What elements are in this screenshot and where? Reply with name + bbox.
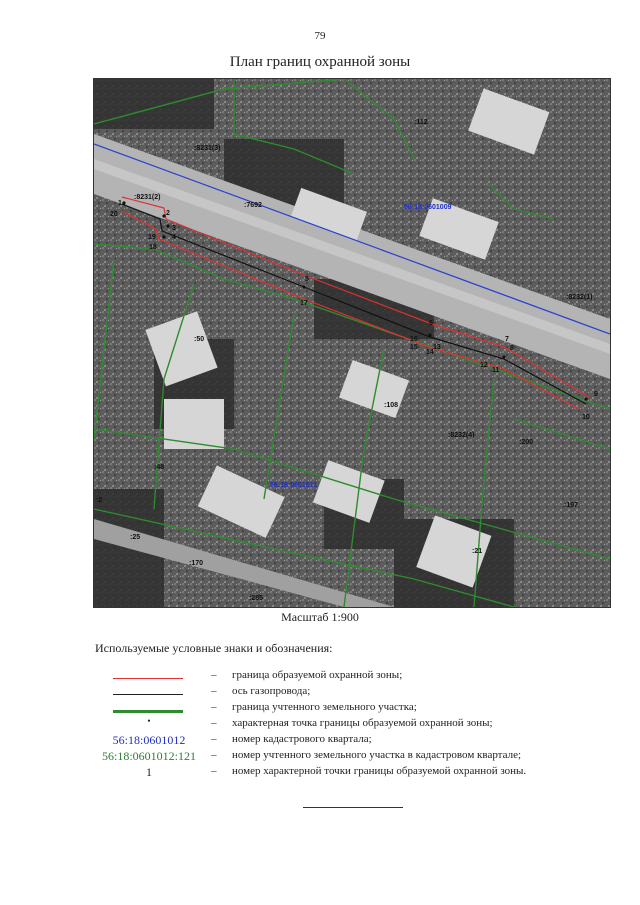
map-svg: [94, 79, 610, 607]
page-number: 79: [314, 30, 326, 42]
parcel-label: :285: [249, 595, 264, 602]
legend-symbol-parcel-number: 56:18:0601012:121: [101, 749, 196, 763]
parcel-label: :21: [472, 548, 483, 555]
legend-row-parcel-number: 56:18:0601012:121 – номер учтенного земельного участка в кадастровом квартале;: [95, 749, 615, 765]
legend-symbol-quarter-number: 56:18:0601012: [112, 733, 186, 747]
quarter-label: 56:18:0601009: [404, 204, 452, 211]
point-label: 12: [480, 362, 488, 369]
parcel-label: :48: [154, 464, 165, 471]
legend-row-parcel-boundary: – граница учтенного земельного участка;: [95, 701, 615, 717]
legend-symbol-green-line: [95, 701, 203, 717]
point-label: 8: [510, 345, 514, 352]
closing-rule: [303, 807, 403, 808]
parcel-label: :170: [189, 560, 204, 567]
point-label: 18: [149, 244, 157, 251]
parcel-label: :7692: [244, 202, 262, 209]
point-label: 6: [429, 320, 433, 327]
point-label: 5: [305, 276, 309, 283]
parcel-label: :112: [414, 119, 428, 126]
map-scale: Масштаб 1:900: [281, 610, 359, 624]
parcel-label: :8231(3): [194, 145, 221, 152]
point-label: 9: [594, 391, 598, 398]
point-label: 17: [300, 300, 308, 307]
parcel-label: :8232(4): [448, 432, 475, 439]
point-label: 16: [410, 336, 418, 343]
parcel-label: :25: [130, 534, 141, 541]
point-label: 3: [172, 225, 176, 232]
point-label: 14: [426, 349, 434, 356]
legend-row-point-number: 1 – номер характерной точки границы образуемой охранной зоны.: [95, 765, 615, 781]
legend-title: Используемые условные знаки и обозначения:: [95, 641, 333, 655]
point-label: 19: [148, 234, 156, 241]
parcel-label: :8232(1): [566, 294, 593, 301]
point-label: 15: [410, 344, 418, 351]
parcel-label: :50: [194, 336, 205, 343]
point-label: 11: [492, 367, 500, 374]
point-label: 13: [433, 344, 441, 351]
quarter-label: 56:18:0601011: [270, 482, 318, 489]
legend-row-zone-boundary: – граница образуемой охранной зоны;: [95, 669, 615, 685]
legend-row-characteristic-point: • – характерная точка границы образуемой охранной зоны;: [95, 717, 615, 733]
parcel-label: :108: [384, 402, 399, 409]
point-label: 2: [166, 210, 170, 217]
point-label: 1: [118, 200, 122, 207]
point-label: 20: [110, 211, 118, 218]
cadastral-map: [93, 78, 611, 608]
point-label: 10: [582, 414, 590, 421]
legend-symbol-point-number: 1: [146, 765, 152, 779]
legend: [95, 669, 615, 781]
point-label: 7: [505, 336, 509, 343]
legend-symbol-point: •: [147, 716, 151, 726]
legend-row-gas-axis: – ось газопровода;: [95, 685, 615, 701]
point-label: 4: [172, 234, 176, 241]
parcel-label: :2: [96, 497, 103, 504]
parcel-label: :200: [519, 439, 534, 446]
parcel-label: :8231(2): [134, 194, 161, 201]
legend-symbol-black-line: [95, 685, 203, 701]
legend-row-quarter-number: 56:18:0601012 – номер кадастрового квартала;: [95, 733, 615, 749]
parcel-label: :197: [564, 502, 579, 509]
page-title: План границ охранной зоны: [229, 54, 411, 70]
legend-symbol-red-line: [95, 669, 203, 685]
